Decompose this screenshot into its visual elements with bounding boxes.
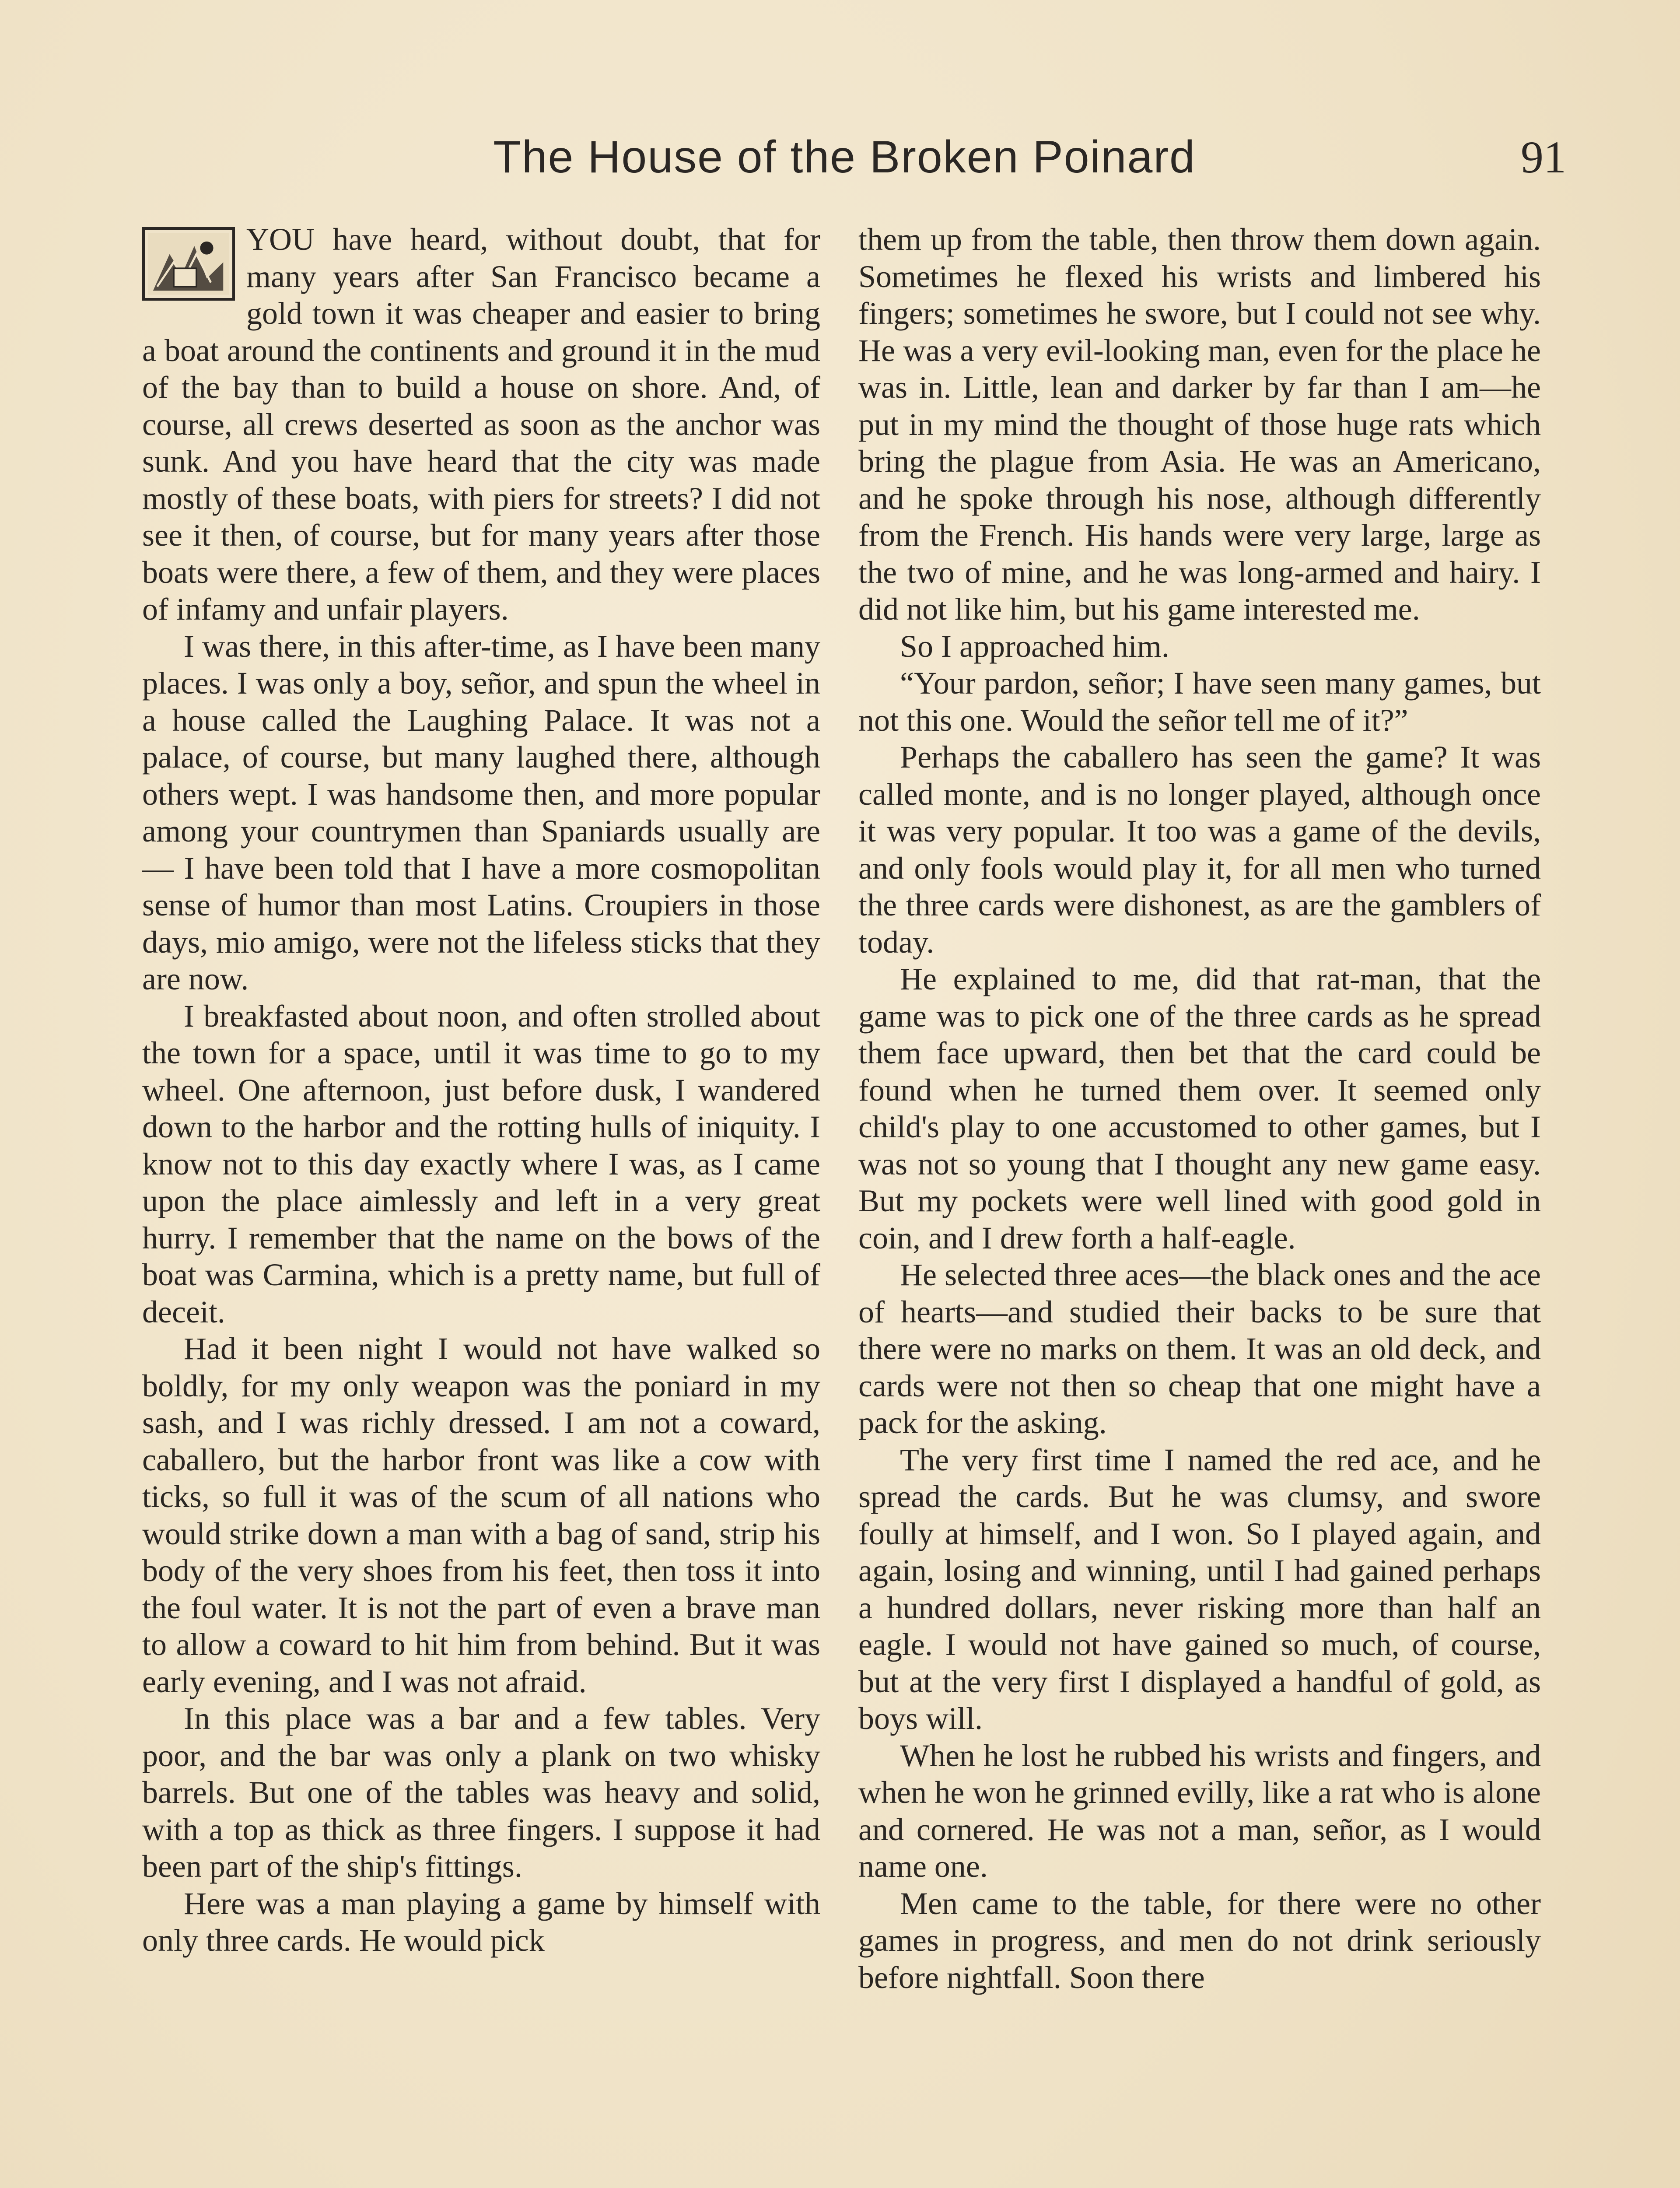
- paragraph: I was there, in this after-time, as I have been many places. I was only a boy, señor, and spun the wheel in a house called the Laughing Palace. It was not a palace, of course, but many laughed there, although others wept. I was handsome then, and more popular among your countrymen than Spaniards usually are— I have been told that I have a more cosmopolitan sense of humor than most Latins. Croupiers in those days, mio amigo, were not the lifeless sticks that they are now.: [142, 628, 820, 996]
- paragraph: Here was a man playing a game by himself with only three cards. He would pick: [142, 1886, 820, 1958]
- running-title: The House of the Broken Poinard: [493, 132, 1196, 182]
- paragraph: Had it been night I would not have walked so boldly, for my only weapon was the poniard in my sash, and I was richly dressed. I am not a coward, caballero, but the harbor front was like a cow with ticks, so full it was of the scum of all nations who would strike down a man with a bag of sand, strip his body of the very shoes from his feet, then toss it into the foul water. It is not the part of even a brave man to allow a coward to hit him from behind. But it was early evening, and I was not afraid.: [142, 1331, 820, 1699]
- paragraph: He selected three aces—the black ones and the ace of hearts—and studied their backs to be sure that there were no marks on them. It was an old deck, and cards were not then so cheap that one might have a pack for the asking.: [858, 1257, 1541, 1440]
- paragraph: them up from the table, then throw them down again. Sometimes he flexed his wrists and limbered his fingers; sometimes he swore, but I could not see why. He was a very evil-looking man, even for the place he was in. Little, lean and darker by far than I am—he put in my mind the thought of those huge rats which bring the plague from Asia. He was an Americano, and he spoke through his nose, although differently from the French. His hands were very large, large as the two of mine, and he was long-armed and hairy. I did not like him, but his game interested me.: [858, 222, 1541, 627]
- left-column: [142, 221, 820, 1959]
- page-header: [0, 123, 1680, 188]
- paragraph: Perhaps the caballero has seen the game? It was called monte, and is no longer played, although once it was very popular. It too was a game of the devils, and only fools would play it, for all men who turned the three cards were dishonest, as are the gamblers of today.: [858, 740, 1541, 960]
- paragraph: In this place was a bar and a few tables. Very poor, and the bar was only a plank on two whisky barrels. But one of the tables was heavy and solid, with a top as thick as three fingers. I suppose it had been part of the ship's fittings.: [142, 1701, 820, 1884]
- right-column: [858, 221, 1541, 1996]
- paragraph: YOU have heard, without doubt, that for many years after San Francisco became a gold town it was cheaper and easier to bring a boat around the continents and ground it in the mud of the bay than to build a house on shore. And, of course, all crews deserted as soon as the anchor was sunk. And you have heard that the city was made mostly of these boats, with piers for streets? I did not see it then, of course, but for many years after those boats were there, a few of them, and they were places of infamy and unfair players.: [142, 222, 820, 627]
- paragraph: Men came to the table, for there were no other games in progress, and men do not drink seriously before nightfall. Soon there: [858, 1886, 1541, 1995]
- page-number: 91: [1521, 132, 1566, 182]
- drop-cap-illustration-icon: [142, 227, 235, 301]
- paragraph: When he lost he rubbed his wrists and fingers, and when he won he grinned evilly, like a rat who is alone and cornered. He was not a man, señor, as I would name one.: [858, 1738, 1541, 1884]
- paragraph: I breakfasted about noon, and often strolled about the town for a space, until it was time to go to my wheel. One afternoon, just before dusk, I wandered down to the harbor and the rotting hulls of iniquity. I know not to this day exactly where I was, as I came upon the place aimlessly and left in a very great hurry. I remember that the name on the bows of the boat was Carmina, which is a pretty name, but full of deceit.: [142, 998, 820, 1329]
- paragraph: The very first time I named the red ace, and he spread the cards. But he was clumsy, and swore foully at himself, and I won. So I played again, and again, losing and winning, until I had gained perhaps a hundred dollars, never risking more than half an eagle. I would not have gained so much, of course, but at the very first I displayed a handful of gold, as boys will.: [858, 1442, 1541, 1736]
- paragraph: “Your pardon, señor; I have seen many games, but not this one. Would the señor tell me of it?”: [858, 666, 1541, 738]
- paragraph: So I approached him.: [900, 628, 1169, 664]
- paragraph: He explained to me, did that rat-man, that the game was to pick one of the three cards as he spread them face upward, then bet that the card could be found when he turned them over. It seemed only child's play to one accustomed to other games, but I was not so young that I thought any new game easy. But my pockets were well lined with good gold in coin, and I drew forth a half-eagle.: [858, 961, 1541, 1255]
